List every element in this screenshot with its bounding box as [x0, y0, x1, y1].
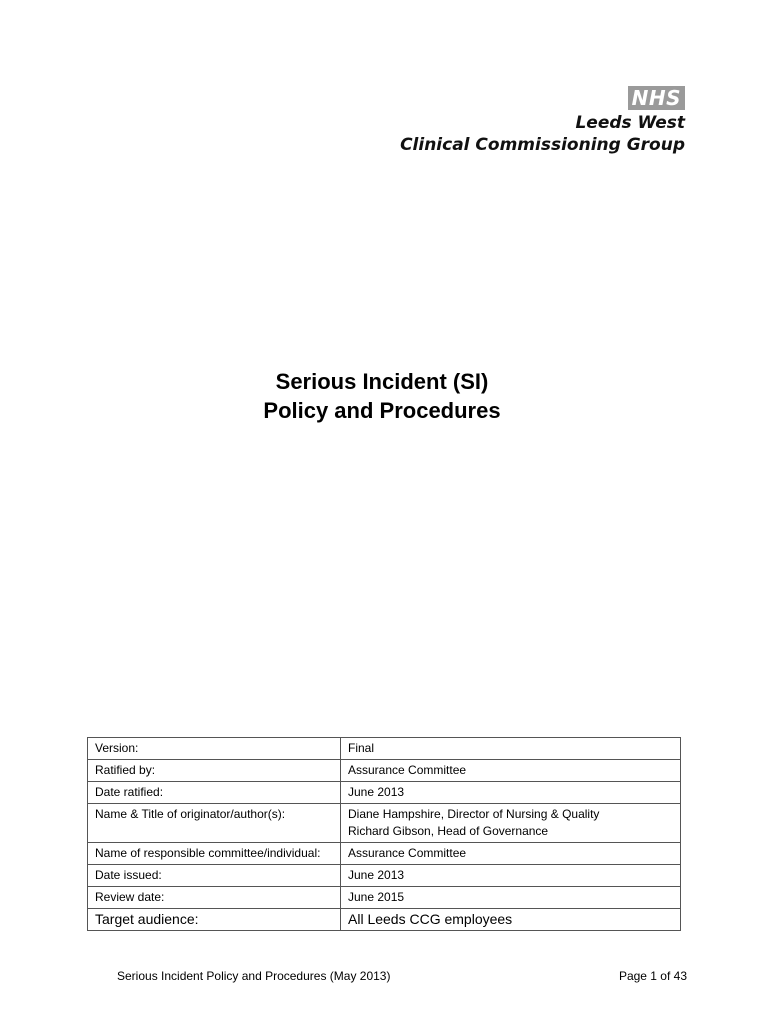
- row-label-target-audience: Target audience:: [88, 909, 341, 931]
- table-row: [88, 909, 681, 931]
- org-name-line1: Leeds West: [575, 113, 685, 133]
- row-label-review-date: Review date:: [88, 887, 341, 909]
- row-label-ratified-by: Ratified by:: [88, 760, 341, 782]
- table-row: [88, 843, 681, 865]
- value-line: Assurance Committee: [348, 763, 467, 777]
- table-row: [88, 865, 681, 887]
- value-line: June 2015: [348, 890, 405, 904]
- row-label-responsible: Name of responsible committee/individual:: [88, 843, 341, 865]
- row-value-author: [341, 804, 681, 843]
- row-value-version: [341, 738, 681, 760]
- document-title: [0, 367, 770, 425]
- title-line1: Serious Incident (SI): [275, 369, 489, 394]
- document-metadata-table: [87, 737, 681, 931]
- value-line: June 2013: [348, 868, 405, 882]
- table-row: [88, 887, 681, 909]
- table-row: [88, 760, 681, 782]
- row-label-date-ratified: Date ratified:: [88, 782, 341, 804]
- value-line: Richard Gibson, Head of Governance: [348, 824, 549, 838]
- value-line: Assurance Committee: [348, 846, 467, 860]
- value-line: June 2013: [348, 785, 405, 799]
- value-line: Diane Hampshire, Director of Nursing & Quality: [348, 807, 600, 821]
- table-row: [88, 782, 681, 804]
- row-label-author: Name & Title of originator/author(s):: [88, 804, 341, 843]
- footer-document-title: Serious Incident Policy and Procedures (May 2013): [117, 969, 391, 983]
- row-value-responsible: [341, 843, 681, 865]
- value-line: All Leeds CCG employees: [348, 911, 513, 927]
- row-value-ratified-by: [341, 760, 681, 782]
- table-row: [88, 738, 681, 760]
- nhs-logo: NHS: [628, 86, 685, 110]
- row-label-version: Version:: [88, 738, 341, 760]
- table-row: [88, 804, 681, 843]
- org-name-line2: Clinical Commissioning Group: [400, 135, 685, 155]
- value-line: Final: [348, 741, 375, 755]
- row-value-date-ratified: [341, 782, 681, 804]
- row-value-review-date: [341, 887, 681, 909]
- row-label-date-issued: Date issued:: [88, 865, 341, 887]
- row-value-date-issued: [341, 865, 681, 887]
- footer-page-number: Page 1 of 43: [618, 969, 687, 983]
- nhs-logo-block: [400, 86, 685, 156]
- row-value-target-audience: [341, 909, 681, 931]
- title-line2: Policy and Procedures: [263, 398, 501, 423]
